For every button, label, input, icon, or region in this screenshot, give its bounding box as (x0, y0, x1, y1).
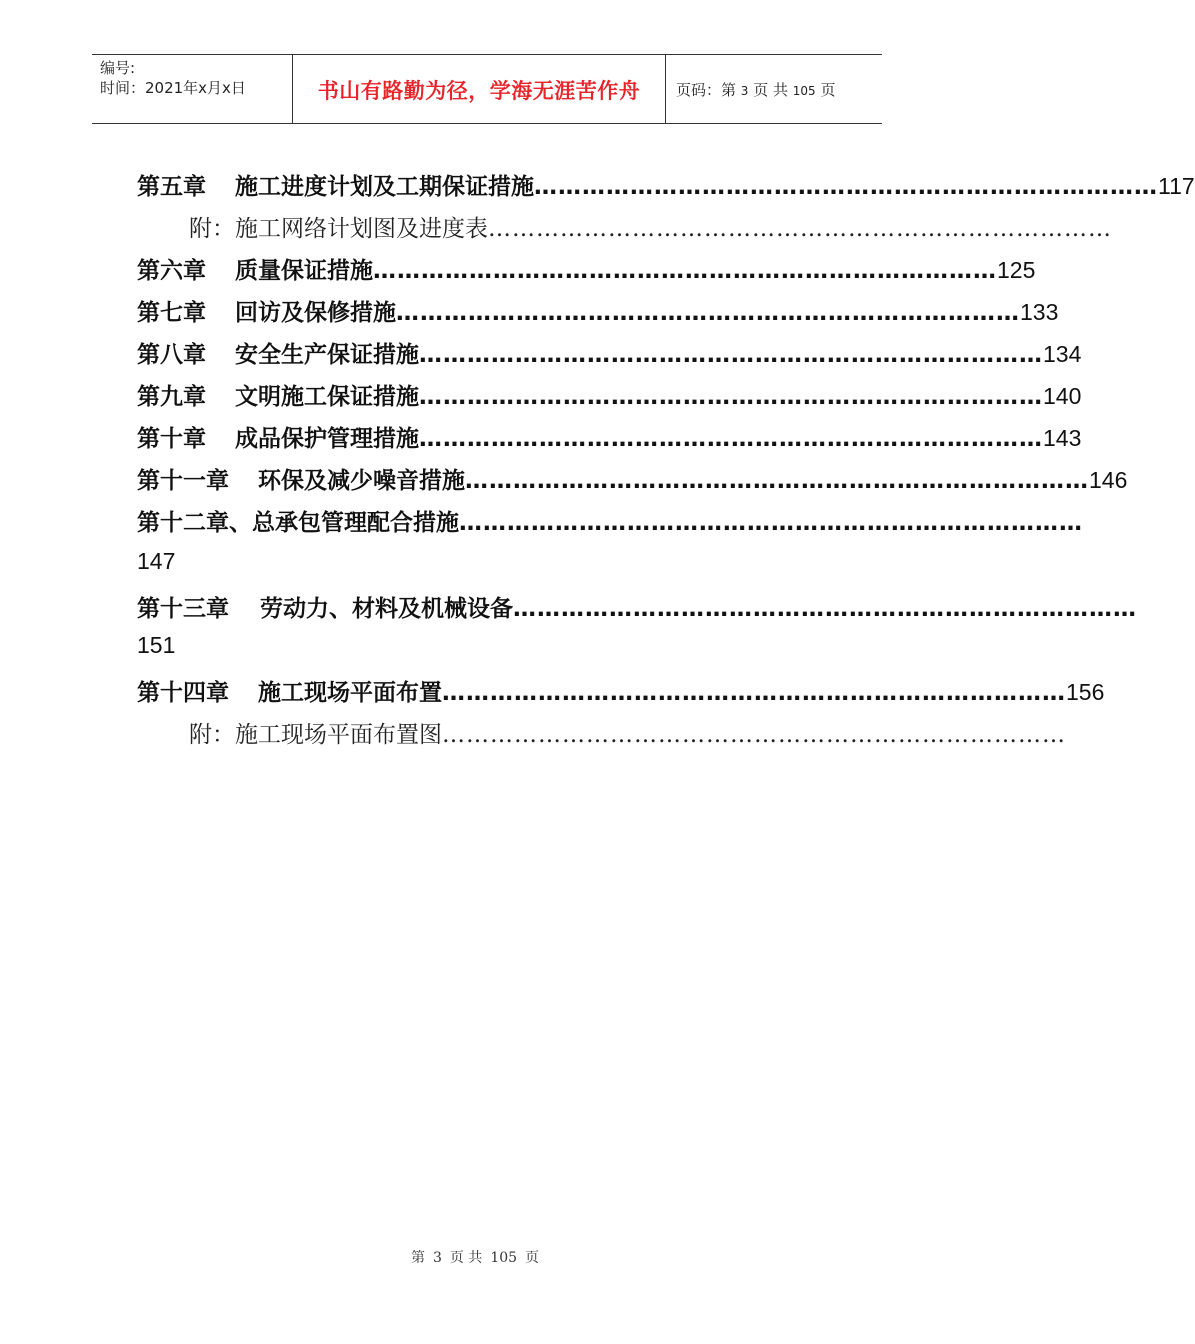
toc-title: 安全生产保证措施 (235, 342, 419, 368)
toc-leader-dots: …………………………………………………………………… (419, 426, 1043, 452)
toc-chapter-label: 第十三章 (137, 596, 229, 622)
toc-chapter-label: 第五章 (137, 174, 206, 200)
toc-page-number: 117 (1158, 173, 1195, 199)
toc-leader-dots: …………………………………………………………………… (442, 722, 1066, 748)
toc-entry-chapter-10[interactable] (137, 420, 1082, 456)
toc-page-number-wrapped: 151 (137, 632, 176, 658)
toc-page-number: 140 (1043, 383, 1082, 409)
toc-page-number: 156 (1066, 679, 1105, 705)
header-page-total: 105 (792, 84, 816, 98)
header-page-suffix: 页 (820, 81, 836, 99)
toc-chapter-label: 第七章 (137, 300, 206, 326)
toc-entry-appendix-layout[interactable] (189, 716, 1066, 752)
toc-chapter-label: 第十章 (137, 426, 206, 452)
toc-leader-dots: …………………………………………………………………… (488, 216, 1112, 242)
footer-suffix: 页 (525, 1250, 540, 1266)
toc-title: 回访及保修措施 (235, 300, 396, 326)
toc-leader-dots: …………………………………………………………………… (465, 468, 1089, 494)
toc-chapter-label: 第十二章、 (137, 510, 252, 536)
document-time-label: 时间：2021年x月x日 (100, 79, 246, 97)
footer-prefix: 第 (410, 1250, 425, 1266)
toc-entry-chapter-8[interactable] (137, 336, 1082, 372)
toc-entry-chapter-13[interactable] (137, 590, 1137, 626)
toc-chapter-label: 第九章 (137, 384, 206, 410)
toc-entry-chapter-11[interactable] (137, 462, 1128, 498)
footer-mid: 页 共 (449, 1250, 483, 1266)
toc-entry-chapter-5[interactable] (137, 168, 1195, 204)
toc-leader-dots: …………………………………………………………………… (459, 510, 1083, 536)
toc-chapter-label: 第八章 (137, 342, 206, 368)
toc-title: 附：施工现场平面布置图 (189, 722, 442, 748)
toc-entry-chapter-9[interactable] (137, 378, 1082, 414)
toc-title: 施工现场平面布置 (258, 680, 442, 706)
toc-title: 文明施工保证措施 (235, 384, 419, 410)
toc-title: 环保及减少噪音措施 (258, 468, 465, 494)
toc-title: 施工进度计划及工期保证措施 (235, 174, 534, 200)
toc-leader-dots: …………………………………………………………………… (419, 384, 1043, 410)
header-page-current: 3 (740, 84, 749, 98)
toc-entry-chapter-6[interactable] (137, 252, 1036, 288)
toc-leader-dots: …………………………………………………………………… (419, 342, 1043, 368)
header-page-mid: 页 共 (753, 81, 788, 99)
toc-entry-chapter-12[interactable] (137, 504, 1083, 540)
toc-entry-appendix-schedule[interactable] (189, 210, 1112, 246)
toc-page-number-wrapped: 147 (137, 548, 176, 574)
toc-leader-dots: …………………………………………………………………… (373, 258, 997, 284)
toc-entry-chapter-14[interactable] (137, 674, 1105, 710)
toc-page-number: 133 (1020, 299, 1059, 325)
toc-chapter-label: 第六章 (137, 258, 206, 284)
footer-total-pages: 105 (490, 1250, 518, 1266)
toc-leader-dots: …………………………………………………………………… (534, 174, 1158, 200)
toc-title: 成品保护管理措施 (235, 426, 419, 452)
toc-title: 劳动力、材料及机械设备 (260, 596, 513, 622)
toc-title: 总承包管理配合措施 (252, 510, 459, 536)
toc-entry-chapter-7[interactable] (137, 294, 1059, 330)
header-page-prefix: 页码：第 (676, 81, 737, 99)
toc-page-number: 134 (1043, 341, 1082, 367)
footer-current-page: 3 (432, 1250, 442, 1266)
toc-leader-dots: …………………………………………………………………… (396, 300, 1020, 326)
toc-page-number: 146 (1089, 467, 1128, 493)
toc-leader-dots: …………………………………………………………………… (513, 596, 1137, 622)
toc-leader-dots: …………………………………………………………………… (442, 680, 1066, 706)
document-number-label: 编号: (100, 59, 136, 77)
toc-title: 质量保证措施 (235, 258, 373, 284)
header-motto: 书山有路勤为径，学海无涯苦作舟 (317, 79, 641, 103)
toc-page-number: 143 (1043, 425, 1082, 451)
toc-page-number: 125 (997, 257, 1036, 283)
toc-chapter-label: 第十一章 (137, 468, 229, 494)
toc-chapter-label: 第十四章 (137, 680, 229, 706)
page-footer (0, 1247, 950, 1267)
toc-title: 附：施工网络计划图及进度表 (189, 216, 488, 242)
